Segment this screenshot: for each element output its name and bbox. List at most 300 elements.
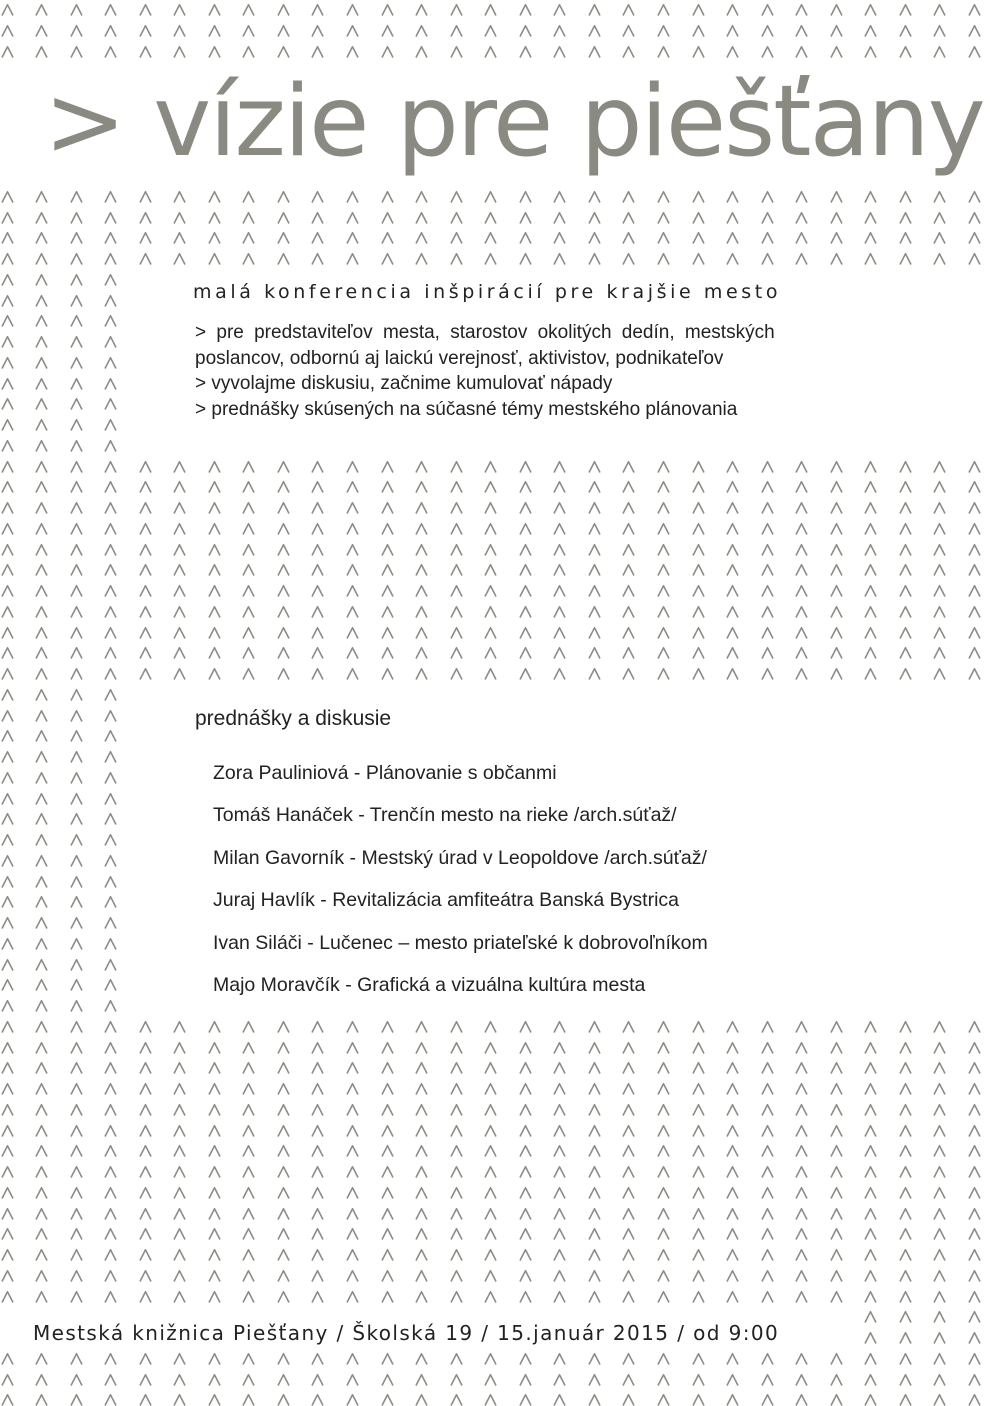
caret-up-icon	[208, 25, 221, 37]
caret-up-icon	[519, 46, 532, 58]
caret-up-icon	[968, 1042, 981, 1054]
caret-up-icon	[70, 1104, 83, 1116]
caret-up-icon	[795, 461, 808, 473]
caret-up-icon	[104, 834, 117, 846]
caret-up-icon	[726, 1166, 739, 1178]
caret-up-icon	[553, 1228, 566, 1240]
caret-up-icon	[657, 1353, 670, 1365]
caret-up-icon	[381, 46, 394, 58]
caret-up-icon	[484, 668, 497, 680]
caret-up-icon	[726, 191, 739, 203]
caret-up-icon	[35, 336, 48, 348]
caret-up-icon	[864, 1187, 877, 1199]
caret-up-icon	[346, 606, 359, 618]
caret-up-icon	[277, 502, 290, 514]
caret-up-icon	[484, 232, 497, 244]
caret-up-icon	[830, 502, 843, 514]
caret-up-icon	[622, 523, 635, 535]
caret-up-icon	[415, 1104, 428, 1116]
caret-up-icon	[104, 440, 117, 452]
caret-up-icon	[242, 544, 255, 556]
caret-up-icon	[415, 461, 428, 473]
caret-up-icon	[104, 481, 117, 493]
caret-up-icon	[519, 1394, 532, 1406]
caret-up-icon	[35, 1394, 48, 1406]
caret-up-icon	[277, 1104, 290, 1116]
caret-up-icon	[1, 585, 14, 597]
caret-up-icon	[657, 627, 670, 639]
caret-up-icon	[1, 1394, 14, 1406]
caret-up-icon	[899, 647, 912, 659]
caret-up-icon	[381, 1394, 394, 1406]
caret-up-icon	[415, 1270, 428, 1282]
caret-up-icon	[968, 606, 981, 618]
caret-up-icon	[968, 502, 981, 514]
caret-up-icon	[484, 523, 497, 535]
caret-up-icon	[519, 1249, 532, 1261]
caret-up-icon	[35, 1208, 48, 1220]
poster-subtitle: malá konferencia inšpirácií pre krajšie mesto	[193, 281, 782, 303]
caret-up-icon	[139, 1208, 152, 1220]
caret-up-icon	[208, 1249, 221, 1261]
caret-up-icon	[104, 689, 117, 701]
caret-up-icon	[795, 1208, 808, 1220]
caret-up-icon	[657, 668, 670, 680]
caret-up-icon	[899, 4, 912, 16]
caret-up-icon	[311, 1083, 324, 1095]
caret-up-icon	[70, 917, 83, 929]
caret-up-icon	[346, 1228, 359, 1240]
caret-up-icon	[795, 481, 808, 493]
caret-up-icon	[692, 1249, 705, 1261]
caret-up-icon	[933, 585, 946, 597]
caret-up-icon	[622, 1145, 635, 1157]
caret-up-icon	[1, 564, 14, 576]
caret-up-icon	[1, 855, 14, 867]
caret-up-icon	[70, 938, 83, 950]
caret-up-icon	[588, 1208, 601, 1220]
caret-up-icon	[588, 668, 601, 680]
caret-up-icon	[899, 1083, 912, 1095]
caret-up-icon	[761, 1145, 774, 1157]
caret-up-icon	[381, 1374, 394, 1386]
caret-up-icon	[968, 1145, 981, 1157]
caret-up-icon	[692, 1374, 705, 1386]
caret-up-icon	[173, 606, 186, 618]
caret-up-icon	[657, 1042, 670, 1054]
caret-up-icon	[208, 564, 221, 576]
caret-up-icon	[795, 502, 808, 514]
caret-up-icon	[692, 1021, 705, 1033]
caret-up-icon	[70, 481, 83, 493]
caret-up-icon	[173, 191, 186, 203]
caret-up-icon	[830, 564, 843, 576]
caret-up-icon	[899, 1270, 912, 1282]
caret-up-icon	[277, 481, 290, 493]
caret-up-icon	[1, 1374, 14, 1386]
caret-up-icon	[104, 959, 117, 971]
caret-up-icon	[242, 25, 255, 37]
caret-up-icon	[173, 481, 186, 493]
caret-up-icon	[242, 1208, 255, 1220]
caret-up-icon	[70, 357, 83, 369]
caret-up-icon	[35, 419, 48, 431]
lecture-item: Ivan Siláči - Lučenec – mesto priateľské k dobrovoľníkom	[213, 931, 708, 954]
caret-up-icon	[415, 544, 428, 556]
caret-up-icon	[1, 336, 14, 348]
caret-up-icon	[622, 564, 635, 576]
caret-up-icon	[864, 232, 877, 244]
caret-up-icon	[35, 1042, 48, 1054]
caret-up-icon	[381, 1104, 394, 1116]
caret-up-icon	[35, 1000, 48, 1012]
caret-up-icon	[139, 1270, 152, 1282]
caret-up-icon	[311, 1270, 324, 1282]
caret-up-icon	[864, 647, 877, 659]
caret-up-icon	[35, 46, 48, 58]
caret-up-icon	[761, 668, 774, 680]
caret-up-icon	[381, 668, 394, 680]
caret-up-icon	[761, 1042, 774, 1054]
caret-up-icon	[761, 1353, 774, 1365]
caret-up-icon	[173, 1394, 186, 1406]
caret-up-icon	[208, 1104, 221, 1116]
caret-up-icon	[968, 1228, 981, 1240]
caret-up-icon	[726, 627, 739, 639]
caret-up-icon	[381, 1249, 394, 1261]
caret-up-icon	[35, 212, 48, 224]
caret-up-icon	[415, 668, 428, 680]
caret-up-icon	[484, 1374, 497, 1386]
caret-up-icon	[70, 191, 83, 203]
caret-up-icon	[830, 1042, 843, 1054]
caret-up-icon	[104, 502, 117, 514]
caret-up-icon	[104, 793, 117, 805]
caret-up-icon	[35, 1228, 48, 1240]
caret-up-icon	[761, 1125, 774, 1137]
caret-up-icon	[415, 1249, 428, 1261]
caret-up-icon	[553, 585, 566, 597]
caret-up-icon	[35, 938, 48, 950]
caret-up-icon	[726, 4, 739, 16]
caret-up-icon	[588, 585, 601, 597]
caret-up-icon	[208, 502, 221, 514]
caret-up-icon	[104, 1249, 117, 1261]
caret-up-icon	[70, 274, 83, 286]
caret-up-icon	[657, 1374, 670, 1386]
caret-up-icon	[242, 4, 255, 16]
caret-up-icon	[346, 191, 359, 203]
caret-up-icon	[692, 1083, 705, 1095]
caret-up-icon	[242, 1125, 255, 1137]
caret-up-icon	[899, 1291, 912, 1303]
caret-up-icon	[726, 1042, 739, 1054]
caret-up-icon	[208, 668, 221, 680]
caret-up-icon	[450, 232, 463, 244]
caret-up-icon	[1, 419, 14, 431]
caret-up-icon	[104, 1270, 117, 1282]
caret-up-icon	[761, 1374, 774, 1386]
caret-up-icon	[1, 772, 14, 784]
caret-up-icon	[622, 1104, 635, 1116]
caret-up-icon	[553, 1394, 566, 1406]
caret-up-icon	[104, 1145, 117, 1157]
caret-up-icon	[381, 1125, 394, 1137]
caret-up-icon	[692, 1291, 705, 1303]
caret-up-icon	[35, 772, 48, 784]
caret-up-icon	[70, 398, 83, 410]
caret-up-icon	[311, 46, 324, 58]
caret-up-icon	[311, 1062, 324, 1074]
caret-up-icon	[1, 1083, 14, 1095]
caret-up-icon	[899, 668, 912, 680]
caret-up-icon	[1, 1104, 14, 1116]
caret-up-icon	[381, 523, 394, 535]
caret-up-icon	[104, 1083, 117, 1095]
caret-up-icon	[381, 461, 394, 473]
caret-up-icon	[70, 1228, 83, 1240]
caret-up-icon	[795, 253, 808, 265]
caret-up-icon	[311, 668, 324, 680]
lecture-item: Tomáš Hanáček - Trenčín mesto na rieke /arch.súťaž/	[213, 804, 677, 827]
caret-up-icon	[173, 1083, 186, 1095]
caret-up-icon	[70, 295, 83, 307]
caret-up-icon	[346, 1374, 359, 1386]
caret-up-icon	[139, 1104, 152, 1116]
caret-up-icon	[1, 461, 14, 473]
caret-up-icon	[588, 1021, 601, 1033]
caret-up-icon	[761, 585, 774, 597]
caret-up-icon	[381, 1166, 394, 1178]
caret-up-icon	[726, 1353, 739, 1365]
caret-up-icon	[208, 1353, 221, 1365]
caret-up-icon	[104, 25, 117, 37]
section-title: prednášky a diskusie	[195, 707, 392, 730]
caret-up-icon	[933, 1270, 946, 1282]
caret-up-icon	[381, 191, 394, 203]
caret-up-icon	[726, 1187, 739, 1199]
caret-up-icon	[864, 212, 877, 224]
caret-up-icon	[139, 627, 152, 639]
caret-up-icon	[726, 1208, 739, 1220]
caret-up-icon	[622, 191, 635, 203]
caret-up-icon	[830, 232, 843, 244]
caret-up-icon	[346, 1083, 359, 1095]
caret-up-icon	[657, 212, 670, 224]
caret-up-icon	[968, 481, 981, 493]
caret-up-icon	[484, 564, 497, 576]
caret-up-icon	[242, 1249, 255, 1261]
caret-up-icon	[104, 212, 117, 224]
caret-up-icon	[70, 1353, 83, 1365]
caret-up-icon	[761, 1187, 774, 1199]
caret-up-icon	[761, 1166, 774, 1178]
caret-up-icon	[830, 1145, 843, 1157]
caret-up-icon	[484, 191, 497, 203]
caret-up-icon	[484, 1291, 497, 1303]
caret-up-icon	[173, 1270, 186, 1282]
caret-up-icon	[70, 668, 83, 680]
caret-up-icon	[761, 1291, 774, 1303]
caret-up-icon	[657, 25, 670, 37]
caret-up-icon	[450, 1145, 463, 1157]
caret-up-icon	[311, 253, 324, 265]
caret-up-icon	[484, 606, 497, 618]
caret-up-icon	[588, 191, 601, 203]
caret-up-icon	[484, 1208, 497, 1220]
caret-up-icon	[311, 191, 324, 203]
caret-up-icon	[933, 1083, 946, 1095]
caret-up-icon	[415, 25, 428, 37]
caret-up-icon	[761, 1083, 774, 1095]
caret-up-icon	[381, 1353, 394, 1365]
caret-up-icon	[104, 315, 117, 327]
caret-up-icon	[622, 585, 635, 597]
caret-up-icon	[415, 564, 428, 576]
caret-up-icon	[622, 1042, 635, 1054]
caret-up-icon	[622, 253, 635, 265]
caret-up-icon	[346, 647, 359, 659]
caret-up-icon	[104, 876, 117, 888]
caret-up-icon	[242, 564, 255, 576]
caret-up-icon	[692, 1353, 705, 1365]
caret-up-icon	[830, 1062, 843, 1074]
caret-up-icon	[415, 1353, 428, 1365]
caret-up-icon	[1, 502, 14, 514]
caret-up-icon	[519, 4, 532, 16]
caret-up-icon	[726, 668, 739, 680]
caret-up-icon	[553, 564, 566, 576]
caret-up-icon	[795, 585, 808, 597]
caret-up-icon	[277, 564, 290, 576]
caret-up-icon	[761, 25, 774, 37]
caret-up-icon	[519, 502, 532, 514]
caret-up-icon	[70, 813, 83, 825]
caret-up-icon	[830, 253, 843, 265]
caret-up-icon	[208, 1270, 221, 1282]
caret-up-icon	[70, 523, 83, 535]
caret-up-icon	[899, 1042, 912, 1054]
caret-up-icon	[761, 481, 774, 493]
caret-up-icon	[70, 1125, 83, 1137]
caret-up-icon	[588, 1083, 601, 1095]
caret-up-icon	[70, 1394, 83, 1406]
caret-up-icon	[104, 1104, 117, 1116]
caret-up-icon	[795, 606, 808, 618]
caret-up-icon	[899, 212, 912, 224]
caret-up-icon	[1, 1249, 14, 1261]
caret-up-icon	[692, 585, 705, 597]
caret-up-icon	[173, 1042, 186, 1054]
caret-up-icon	[277, 46, 290, 58]
caret-up-icon	[484, 1145, 497, 1157]
caret-up-icon	[242, 627, 255, 639]
caret-up-icon	[484, 1166, 497, 1178]
caret-up-icon	[70, 1042, 83, 1054]
caret-up-icon	[346, 585, 359, 597]
caret-up-icon	[553, 461, 566, 473]
caret-up-icon	[139, 1187, 152, 1199]
caret-up-icon	[761, 606, 774, 618]
caret-up-icon	[104, 1187, 117, 1199]
caret-up-icon	[795, 46, 808, 58]
caret-up-icon	[484, 1062, 497, 1074]
caret-up-icon	[450, 564, 463, 576]
caret-up-icon	[726, 544, 739, 556]
caret-up-icon	[104, 357, 117, 369]
caret-up-icon	[208, 461, 221, 473]
caret-up-icon	[450, 1083, 463, 1095]
caret-up-icon	[139, 564, 152, 576]
caret-up-icon	[242, 1394, 255, 1406]
caret-up-icon	[35, 710, 48, 722]
caret-up-icon	[450, 4, 463, 16]
caret-up-icon	[933, 1145, 946, 1157]
caret-up-icon	[657, 1104, 670, 1116]
caret-up-icon	[277, 212, 290, 224]
caret-up-icon	[381, 627, 394, 639]
caret-up-icon	[450, 1166, 463, 1178]
caret-up-icon	[519, 523, 532, 535]
caret-up-icon	[761, 1104, 774, 1116]
caret-up-icon	[899, 1228, 912, 1240]
caret-up-icon	[519, 481, 532, 493]
caret-up-icon	[311, 1228, 324, 1240]
caret-up-icon	[726, 212, 739, 224]
caret-up-icon	[933, 544, 946, 556]
caret-up-icon	[450, 1062, 463, 1074]
caret-up-icon	[173, 25, 186, 37]
caret-up-icon	[622, 502, 635, 514]
caret-up-icon	[553, 606, 566, 618]
caret-up-icon	[864, 627, 877, 639]
caret-up-icon	[622, 212, 635, 224]
caret-up-icon	[450, 1187, 463, 1199]
caret-up-icon	[1, 191, 14, 203]
caret-up-icon	[1, 647, 14, 659]
caret-up-icon	[622, 1062, 635, 1074]
caret-up-icon	[1, 668, 14, 680]
caret-up-icon	[692, 253, 705, 265]
caret-up-icon	[35, 440, 48, 452]
caret-up-icon	[208, 191, 221, 203]
caret-up-icon	[173, 1021, 186, 1033]
caret-up-icon	[692, 1104, 705, 1116]
caret-up-icon	[208, 627, 221, 639]
caret-up-icon	[761, 1228, 774, 1240]
caret-up-icon	[588, 1353, 601, 1365]
caret-up-icon	[899, 46, 912, 58]
caret-up-icon	[70, 315, 83, 327]
caret-up-icon	[208, 1228, 221, 1240]
caret-up-icon	[519, 1125, 532, 1137]
caret-up-icon	[381, 481, 394, 493]
caret-up-icon	[139, 1166, 152, 1178]
caret-up-icon	[450, 212, 463, 224]
caret-up-icon	[933, 1291, 946, 1303]
caret-up-icon	[864, 564, 877, 576]
caret-up-icon	[1, 1208, 14, 1220]
caret-up-icon	[415, 46, 428, 58]
caret-up-icon	[450, 191, 463, 203]
caret-up-icon	[588, 1291, 601, 1303]
caret-up-icon	[277, 191, 290, 203]
caret-up-icon	[173, 46, 186, 58]
caret-up-icon	[242, 232, 255, 244]
caret-up-icon	[35, 1104, 48, 1116]
caret-up-icon	[553, 1166, 566, 1178]
caret-up-icon	[242, 46, 255, 58]
